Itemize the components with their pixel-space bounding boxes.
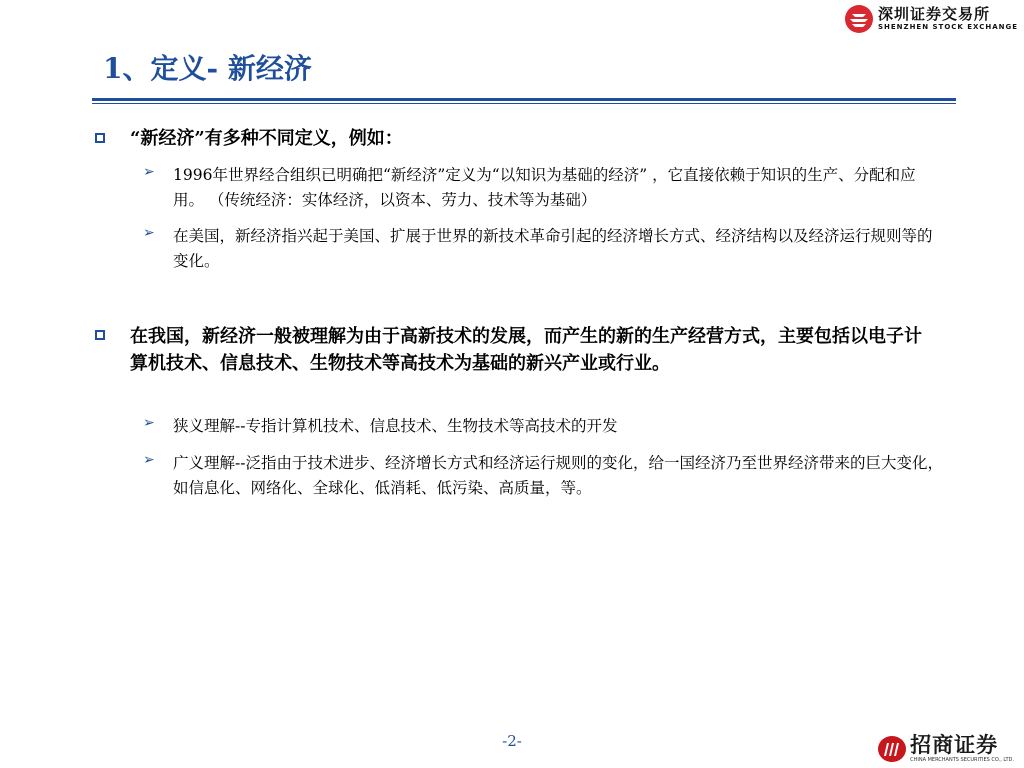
arrow-bullet-icon: ➢: [143, 225, 155, 241]
arrow-bullet-icon: ➢: [143, 452, 155, 468]
sub-bullet: [143, 414, 943, 439]
square-bullet-icon: [95, 330, 105, 340]
section-bullet: [95, 126, 935, 152]
title-divider: [92, 98, 956, 101]
sub-bullet-text: 广义理解--泛指由于技术进步、经济增长方式和经济运行规则的变化，给一国经济乃至世界经济带来的巨大变化，如信息化、网络化、全球化、低消耗、低污染、高质量，等。: [173, 454, 943, 497]
sub-bullet: [143, 163, 943, 213]
szse-logo-en: SHENZHEN STOCK EXCHANGE: [877, 23, 1018, 31]
title-divider-thin: [92, 103, 956, 104]
sub-bullet: [143, 451, 943, 501]
arrow-bullet-icon: ➢: [143, 164, 155, 180]
square-bullet-icon: [95, 133, 105, 143]
cms-logo-cn: 招商证券: [910, 733, 999, 757]
section-heading: 在我国，新经济一般被理解为由于高新技术的发展，而产生的新的生产经营方式，主要包括以电子计算机技术、信息技术、生物技术等高技术为基础的新兴产业或行业。: [130, 326, 922, 374]
sub-bullet-text: 1996年世界经合组织已明确把“新经济”定义为“以知识为基础的经济” ，它直接依赖于知识的生产、分配和应用。 （传统经济：实体经济，以资本、劳力、技术等为基础）: [173, 166, 916, 209]
section-bullet: [95, 323, 935, 377]
szse-logo: [844, 4, 1018, 34]
cms-emblem-icon: [877, 734, 907, 764]
section-heading: “新经济”有多种不同定义，例如：: [130, 128, 403, 149]
szse-logo-cn: 深圳证券交易所: [877, 5, 990, 23]
sub-bullet: [143, 224, 943, 274]
sub-bullet-text: 狭义理解--专指计算机技术、信息技术、生物技术等高技术的开发: [173, 417, 618, 435]
arrow-bullet-icon: ➢: [143, 415, 155, 431]
page-number: -2-: [502, 732, 522, 750]
page-title: 1、定义- 新经济: [103, 52, 312, 85]
szse-emblem-icon: [844, 4, 874, 34]
cms-logo-en: CHINA MERCHANTS SECURITIES CO., LTD.: [910, 757, 1014, 763]
sub-bullet-text: 在美国，新经济指兴起于美国、扩展于世界的新技术革命引起的经济增长方式、经济结构以及经济运行规则等的变化。: [173, 227, 933, 270]
cms-logo: [877, 733, 1014, 764]
